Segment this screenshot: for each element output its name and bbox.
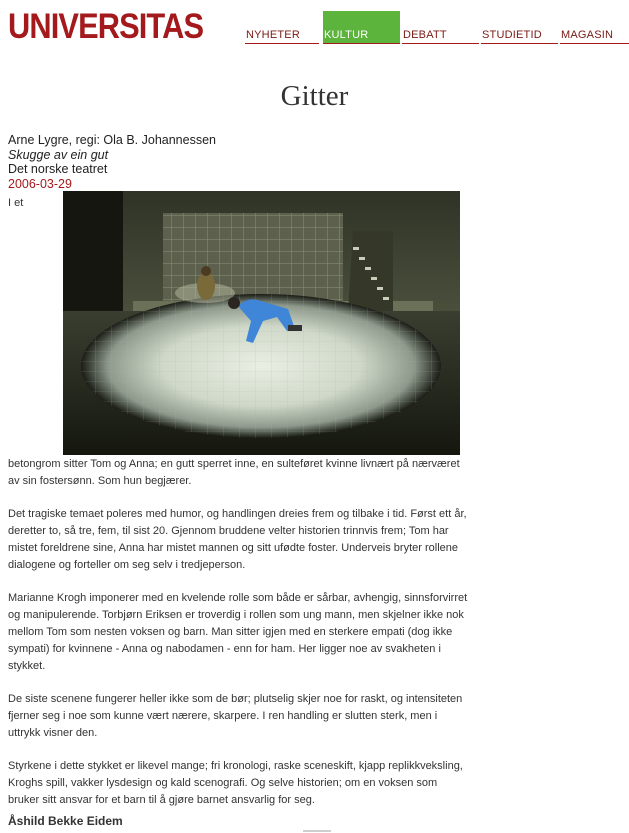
article-body — [8, 456, 470, 826]
tab-label: STUDIETID — [482, 29, 542, 41]
footer-divider — [303, 830, 331, 832]
paragraph: Marianne Krogh imponerer med en kvelende rolle som både er sårbar, avhengig, sinnsforvirret og manipulerende. Torbjørn Eriksen er troverdig i rollen som ung mann, men skjelner ikke nok mellom Tom som nesten voksen og barn. Man sitter igjen med en sterkere empati (dog ikke sympati) for kvinnene - Anna og nabodamen - enn for ham. Her ligger noe av svakheten i stykket. — [8, 592, 468, 672]
article-date: 2006-03-29 — [8, 176, 72, 191]
stage-photo-graphic — [63, 191, 460, 455]
tab-nyheter[interactable] — [245, 11, 319, 44]
tab-studietid[interactable] — [481, 11, 558, 44]
article-title: Gitter — [280, 80, 349, 112]
tab-label: NYHETER — [246, 29, 300, 41]
tab-label: KULTUR — [324, 29, 369, 41]
main-nav — [245, 11, 629, 45]
site-logo[interactable]: UNIVERSITAS — [8, 7, 204, 46]
article-author: Åshild Bekke Eidem — [8, 814, 123, 828]
venue: Det norske teatret — [8, 162, 108, 176]
paragraph: Styrkene i dette stykket er likevel mange; fri kronologi, raske sceneskift, kjapp replikkveksling, Kroghs spill, vakker lysdesign og kald scenografi. Og selve historien; om en voksen som bruker sitt ansvar for et barn til å gjøre barnet ansvarlig for seg. — [8, 760, 463, 806]
article-credits: Arne Lygre, regi: Ola B. Johannessen — [8, 133, 216, 147]
tab-debatt[interactable] — [402, 11, 479, 44]
tab-label: DEBATT — [403, 29, 447, 41]
article-meta — [8, 133, 216, 191]
stage-photo — [63, 191, 460, 455]
paragraph: De siste scenene fungerer heller ikke som de bør; plutselig skjer noe for raskt, og intensiteten fjerner seg i noe som kunne vært nærere, skarpere. I ren handling er slutten sterk, men i uttrykk visner den. — [8, 693, 463, 739]
play-name: Skugge av ein gut — [8, 147, 109, 162]
lead-word: I et — [8, 197, 24, 209]
paragraph: Det tragiske temaet poleres med humor, og handlingen dreies frem og tilbake i tid. Først ett år, deretter to, så tre, fem, til sist 20. Gjennom bruddene velter historien trinnvis frem; Tom har mistet foreldrene sine, Anna har mistet mannen og sitt ufødte foster. Underveis bryter rollene dialogene og forteller om seg selv i tredjeperson. — [8, 508, 467, 571]
tab-label: MAGASIN — [561, 29, 614, 41]
tab-kultur[interactable] — [323, 11, 400, 44]
paragraph: betongrom sitter Tom og Anna; en gutt sperret inne, en sulteføret kvinne livnært på nærværet av sin fostersønn. Som hun begjærer. — [8, 458, 460, 487]
tab-magasin[interactable] — [560, 11, 629, 44]
